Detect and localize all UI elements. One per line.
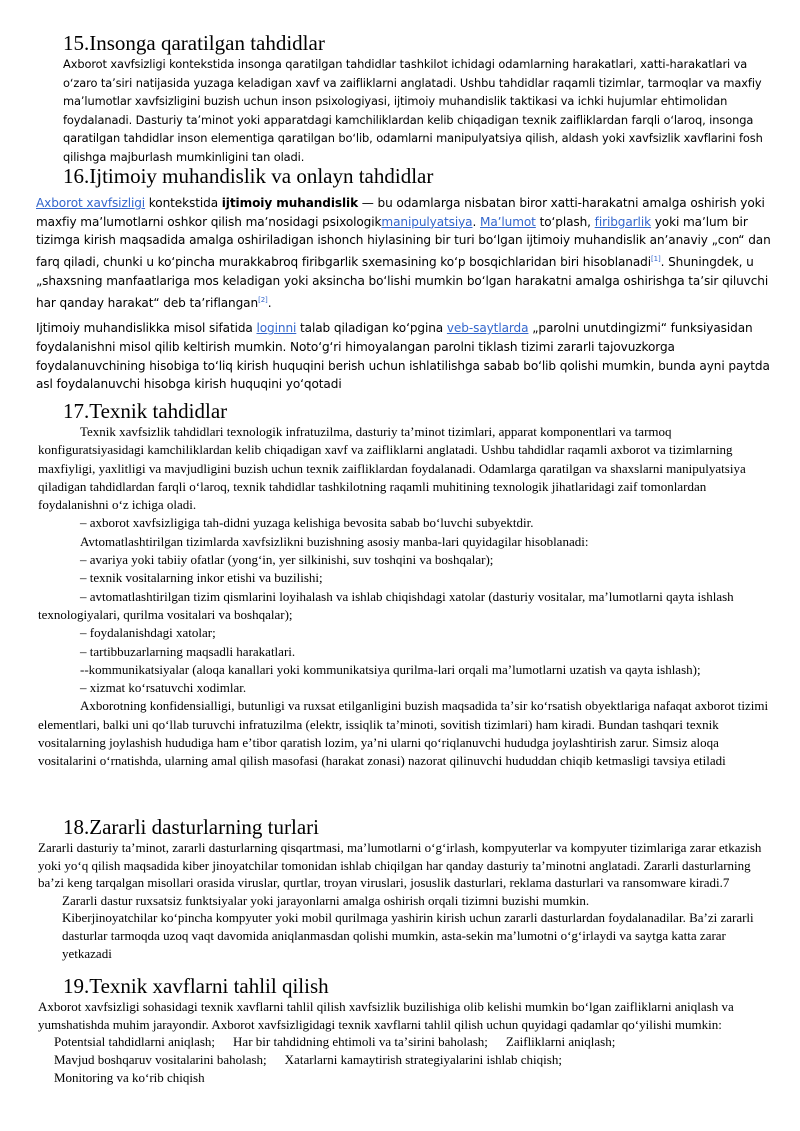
text-span: kontekstida [145, 196, 222, 210]
list-item: – tartibbuzarlarning maqsadli harakatlari. [80, 643, 296, 659]
section-17-intro: Texnik xavfsizlik tahdidlari texnologik infratuzilma, dasturiy taʼminot tizimlari, apparat komponentlari va tarmoq konfiguratsiyasidagi kamchiliklardan kelib chiqadigan xavf va zaifliklarni anglatadi. Ushbu tahdidlar raqamli axborot va tizimlarning maxfiyligi, yaxlitligi va mavjudligini buzish uchun texnik zaifliklardan foydalanadi. Odamlarga qaratilgan va shaxslarni manipulyatsiya qiladigan tahdidlardan farqli oʻlaroq, texnik tahdidlar tashkilotning raqamli muhitining texnologik jihatlaridagi zaif tomonlardan foydalanishni oʻz ichiga oladi. [38, 424, 746, 513]
section-17-lead: Avtomatlashtirilgan tizimlarda xavfsizlikni buzishning asosiy manba-lari quyidagilar hisoblanadi: [80, 533, 589, 549]
text-span: yoki maʼlum bir tizimga kirish maqsadida amalga oshiriladigan ishonch hiylasining bir turi boʻlgan ijtimoiy muhandislik anʼanaviy „con“ dan farq qiladi, chunki u koʻpincha murakkabroq firibgarlik sxemasining koʻp bosqichlaridan biri hisoblanadi [36, 214, 771, 270]
text-span: toʻplash, [535, 214, 595, 229]
text-span: . [472, 214, 480, 229]
list-item: – avariya yoki tabiiy ofatlar (yongʻin, yer silkinishi, suv toshqini va boshqalar); [80, 552, 494, 568]
section-19-steps [54, 1033, 776, 1087]
list-item: Mavjud boshqaruv vositalarini baholash; [54, 1052, 267, 1068]
list-item: – xizmat koʻrsatuvchi xodimlar. [80, 680, 247, 696]
list-item: – foydalanishdagi xatolar; [80, 625, 216, 641]
section-18-paragraph-2: Zararli dastur ruxsatsiz funktsiyalar yoki jarayonlarni amalga oshirish orqali tizimni buzishi mumkin. [62, 892, 590, 908]
section-19-heading: 19.Texnik xavflarni tahlil qilish [63, 974, 329, 998]
section-17-definition: – axborot xavfsizligiga tah-didni yuzaga kelishiga bevosita sabab boʻluvchi subyektdir. [80, 515, 534, 531]
text-span: . [267, 295, 272, 310]
section-18-body [38, 839, 776, 962]
link-firibgarlik[interactable]: firibgarlik [594, 214, 651, 229]
list-item: Xatarlarni kamaytirish strategiyalarini ishlab chiqish; [284, 1052, 562, 1068]
section-17-heading: 17.Texnik tahdidlar [63, 399, 228, 423]
section-15-paragraph: Axborot xavfsizligi kontekstida insonga qaratilgan tahdidlar tashkilot ichidagi odamlarning harakatlari, xatti-harakatlari va oʻzaro taʼsiri natijasida yuzaga keladigan xavf va zaifliklarni anglatadi. Ushbu tahdidlar raqamli tizimlar, tarmoqlar va maxfiy maʼlumotlar xavfsizligini buzish uchun inson psixologiyasi, ijtimoiy muhandislik taktikasi va ichki hujumlar ehtimolidan foydalanadi. Dasturiy taʼminot yoki apparatdagi kamchiliklardan kelib chiqadigan texnik zaifliklardan farqli oʻlaroq, insonga qaratilgan tahdidlar inson elementiga qaratilgan boʻlib, odamlarni manipulyatsiya qilish, aldash yoki xavfsizlik xavflarini fosh qilishga majburlash mumkinligini tan oladi. [63, 57, 763, 164]
text-span: talab qiladigan koʻpgina [296, 321, 447, 336]
section-16-paragraph-1 [36, 194, 774, 312]
reference-2-link[interactable]: [2] [258, 295, 268, 304]
link-malumot[interactable]: Maʼlumot [479, 214, 536, 229]
section-17-body [38, 423, 776, 771]
section-16 [63, 164, 775, 188]
section-19 [63, 974, 329, 998]
link-axborot-xavfsizligi[interactable]: Axborot xavfsizligi [36, 196, 146, 210]
list-item: --kommunikatsiyalar (aloqa kanallari yoki kommunikatsiya qurilma-lari orqali maʼlumotlarni uzatish va qayta ishlash); [80, 661, 701, 677]
list-item: – avtomatlashtirilgan tizim qismlarini loyihalash va ishlab chiqishdagi xatolar (dasturiy vositalar, maʼlumotlarni qayta ishlash texnologiyalari, qurilma vositalari va boshqalar); [38, 588, 734, 622]
list-item: Har bir tahdidning ehtimoli va taʼsirini baholash; [233, 1034, 488, 1050]
reference-1-link[interactable]: [1] [650, 255, 661, 264]
section-18-paragraph-3: Kiberjinoyatchilar koʻpincha kompyuter yoki mobil qurilmaga yashirin kirish uchun zararli dasturlardan foydalanadilar. Baʼzi zararli dasturlar tarmoqda uzoq vaqt davomida aniqlanmasdan qolishi mumkin, asta-sekin maʼlumotni oʻgʻirlaydi va saytga katta zarar yetkazadi [62, 910, 754, 961]
link-loginni[interactable]: loginni [256, 321, 297, 336]
text-span: — bu odamlarga nisbatan biror xatti-harakatni amalga oshirish yoki maxfiy maʼlumotlarni oshkor qilish maʼnosidagi psixologik [36, 196, 765, 229]
text-span: Ijtimoiy muhandislikka misol sifatida [36, 321, 257, 336]
list-item: – texnik vositalarning inkor etishi va buzilishi; [80, 570, 323, 586]
section-17-closing: Axborotning konfidensialligi, butunligi va ruxsat etilganligini buzish maqsadida taʼsir koʻrsatish obyektlariga nafaqat axborot tizimi elementlari, balki uni qoʻllab turuvchi infratuzilma (elektr, issiqlik taʼminoti, sovitish tizimlari) ham kiradi. Bundan tashqari texnik vositalarning joylashish hududiga ham eʼtibor qaratish lozim, yaʼni ularni qoʻriqlanuvchi hududga joylashtirish zarur. Simsiz aloqa vositalarini oʻrnatishda, ularning amal qilish masofasi (harakat zonasi) nazorat qilinuvchi hududdan chiqib ketmasligi tavsiya etiladi [38, 698, 769, 769]
text-span: „parolni unutdingizmi“ funksiyasidan foydalanishni misol qilib keltirish mumkin. Notoʻgʻri himoyalangan parolni tiklash tizimi zararli tajovuzkorga foydalanuvchining hisobiga toʻliq kirish huquqini berish uchun ishlatilishga sabab boʻlib qolishi mumkin, bunda ayni paytda asl foydalanuvchi hisobga kirish huquqini yoʻqotadi [36, 321, 770, 392]
list-item: Zaifliklarni aniqlash; [505, 1034, 616, 1050]
section-19-body [38, 998, 776, 1087]
section-16-body [36, 194, 774, 394]
text-span: . Shuningdek, u „shaxsning manfaatlariga mos keladigan yoki aksincha boʻlishi mumkin boʻlgan harakatni amalga oshirishga taʼsir qiluvchi har qanday harakat“ deb taʼriflangan [36, 255, 769, 310]
section-15-heading: 15.Insonga qaratilgan tahdidlar [63, 31, 325, 55]
section-17 [63, 399, 775, 423]
section-18-paragraph-1: Zararli dasturiy taʼminot, zararli dasturlarning qisqartmasi, maʼlumotlarni oʻgʻirlash, kompyuterlar va kompyuter tizimlariga zarar etkazish yoki yoʻq qilish maqsadida kiber jinoyatchilar tomonidan ishlab chiqilgan har qanday dasturiy taʼminotni anglatadi. Zararli dasturlarning baʼzi keng tarqalgan misollari orasida viruslar, qurtlar, troyan viruslari, josuslik dasturlari, reklama dasturlari va ransomware kiradi.7 [38, 840, 762, 891]
list-item: Potentsial tahdidlarni aniqlash; [54, 1034, 216, 1050]
section-18-heading: 18.Zararli dasturlarning turlari [63, 815, 319, 839]
section-16-heading: 16.Ijtimoiy muhandislik va onlayn tahdidlar [63, 164, 434, 188]
link-veb-saytlarda[interactable]: veb-saytlarda [446, 321, 529, 336]
section-15 [63, 31, 773, 167]
bold-term: ijtimoiy muhandislik [221, 196, 359, 210]
link-manipulyatsiya[interactable]: manipulyatsiya [381, 214, 473, 229]
section-18 [63, 815, 319, 839]
section-19-paragraph-1: Axborot xavfsizligi sohasidagi texnik xavflarni tahlil qilish xavfsizlik buzilishiga olib kelishi mumkin boʻlgan zaifliklarni aniqlash va yumshatishda muhim jarayondir. Axborot xavfsizligidagi texnik xavflarni tahlil qilish uchun quyidagi qadamlar qoʻyilishi mumkin: [38, 999, 734, 1032]
section-16-paragraph-2 [36, 319, 774, 394]
list-item: Monitoring va koʻrib chiqish [54, 1070, 205, 1086]
